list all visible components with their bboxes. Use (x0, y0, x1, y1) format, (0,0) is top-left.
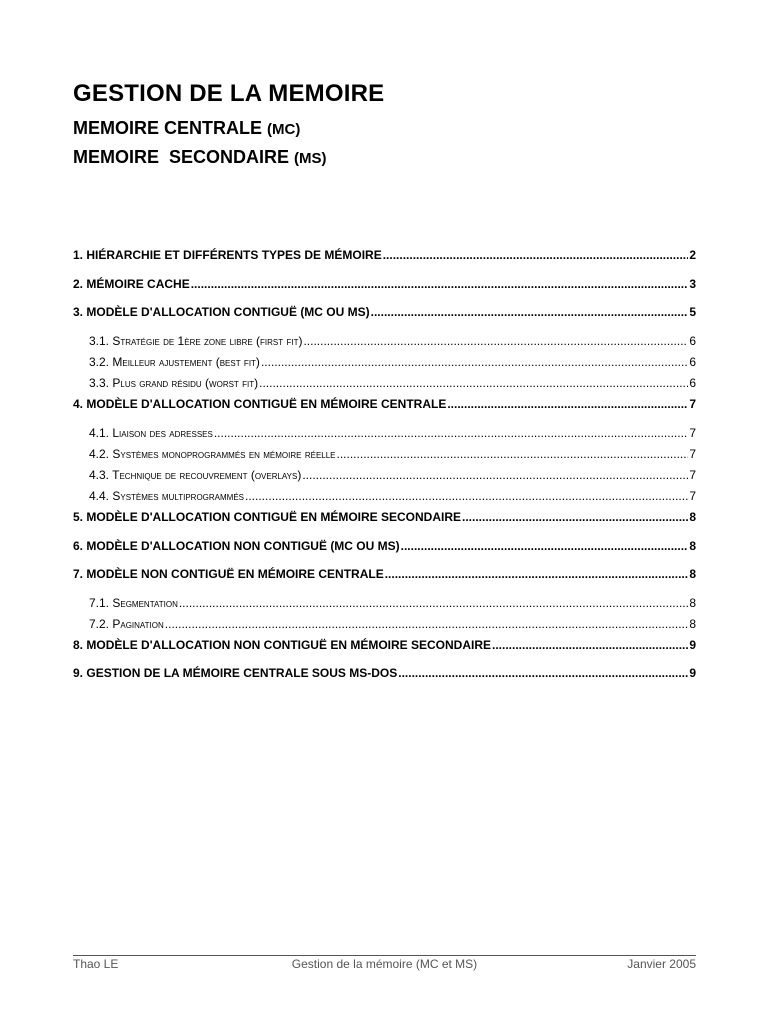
toc-entry-page-number: 6 (689, 334, 696, 348)
toc-entry[interactable] (73, 637, 696, 653)
toc-dot-leader (214, 425, 688, 441)
toc-entry[interactable] (73, 276, 696, 292)
toc-entry-page-number: 3 (689, 277, 696, 291)
toc-entry-page-number: 8 (689, 510, 696, 524)
toc-entry-label (73, 665, 397, 681)
footer-date: Janvier 2005 (627, 957, 696, 971)
toc-entry-number: 2. (73, 277, 84, 291)
toc-entry[interactable] (73, 595, 696, 611)
toc-entry-page-number: 9 (689, 638, 696, 652)
toc-dot-leader (191, 276, 689, 292)
subtitle-central-memory-text: MEMOIRE CENTRALE (73, 118, 262, 138)
toc-entry-page-number: 7 (689, 426, 696, 440)
toc-entry-text: Meilleur ajustement (best fit) (112, 355, 260, 369)
toc-entry-number: 8. (73, 638, 84, 652)
toc-entry-page-number: 8 (689, 596, 696, 610)
toc-entry-text: MODÈLE D'ALLOCATION NON CONTIGUË (MC OU MS) (86, 539, 400, 553)
toc-entry[interactable] (73, 247, 696, 263)
toc-entry-text: Segmentation (112, 596, 178, 610)
toc-entry-number: 4.1. (89, 426, 110, 440)
toc-entry-page-number: 2 (689, 248, 696, 262)
toc-entry-number: 9. (73, 666, 84, 680)
toc-entry[interactable] (73, 333, 696, 349)
toc-entry-text: GESTION DE LA MÉMOIRE CENTRALE SOUS MS-DOS (86, 666, 398, 680)
toc-entry-page-number: 7 (689, 447, 696, 461)
toc-entry[interactable] (73, 467, 696, 483)
toc-entry-label (89, 375, 258, 391)
subtitle-central-memory-abbr: (MC) (267, 121, 301, 138)
toc-entry-label (89, 467, 301, 483)
toc-entry-text: Pagination (112, 617, 164, 631)
toc-entry-page-number: 9 (689, 666, 696, 680)
toc-entry-text: MODÈLE D'ALLOCATION CONTIGUË (MC OU MS) (86, 305, 370, 319)
toc-entry-page-number: 6 (689, 355, 696, 369)
toc-entry-label (89, 446, 336, 462)
toc-entry[interactable] (73, 566, 696, 582)
toc-entry-number: 3. (73, 305, 84, 319)
page-footer (73, 957, 696, 973)
toc-entry-number: 4.4. (89, 489, 110, 503)
toc-entry-number: 4.3. (89, 468, 110, 482)
toc-entry-number: 3.3. (89, 376, 110, 390)
toc-entry[interactable] (73, 509, 696, 525)
toc-entry[interactable] (73, 488, 696, 504)
toc-entry-page-number: 8 (689, 617, 696, 631)
toc-entry-number: 4.2. (89, 447, 110, 461)
toc-entry[interactable] (73, 665, 696, 681)
subtitle-secondary-memory-abbr: (MS) (294, 150, 327, 167)
toc-dot-leader (337, 446, 689, 462)
page-title: GESTION DE LA MEMOIRE (73, 80, 385, 107)
toc-dot-leader (303, 333, 688, 349)
toc-entry-text: Technique de recouvrement (overlays) (112, 468, 302, 482)
toc-dot-leader (179, 595, 688, 611)
toc-entry-page-number: 5 (689, 305, 696, 319)
toc-entry-label (89, 595, 178, 611)
footer-doc-title: Gestion de la mémoire (MC et MS) (291, 957, 478, 971)
toc-entry[interactable] (73, 375, 696, 391)
footer-divider (73, 955, 696, 956)
toc-entry-label (73, 509, 461, 525)
toc-entry[interactable] (73, 446, 696, 462)
toc-entry-label (73, 637, 491, 653)
toc-entry-label (73, 276, 190, 292)
toc-entry-label (89, 333, 302, 349)
toc-entry-label (73, 396, 446, 412)
toc-entry-page-number: 6 (689, 376, 696, 390)
toc-dot-leader (261, 354, 688, 370)
toc-entry[interactable] (73, 304, 696, 320)
toc-entry-number: 5. (73, 510, 84, 524)
toc-entry-label (89, 425, 213, 441)
toc-entry[interactable] (73, 354, 696, 370)
toc-entry-number: 3.2. (89, 355, 110, 369)
toc-entry-label (73, 247, 382, 263)
toc-entry-page-number: 8 (689, 567, 696, 581)
toc-entry-text: MÉMOIRE CACHE (86, 277, 190, 291)
subtitle-secondary-memory-text: MEMOIRE SECONDAIRE (73, 147, 290, 167)
toc-dot-leader (302, 467, 688, 483)
toc-entry-label (89, 354, 260, 370)
toc-entry-number: 7.2. (89, 617, 110, 631)
toc-dot-leader (371, 304, 689, 320)
toc-entry-text: MODÈLE D'ALLOCATION CONTIGUË EN MÉMOIRE SECONDAIRE (86, 510, 461, 524)
toc-entry-text: Plus grand résidu (worst fit) (112, 376, 259, 390)
toc-dot-leader (259, 375, 688, 391)
toc-entry-text: Systèmes multiprogrammés (112, 489, 245, 503)
toc-entry[interactable] (73, 396, 696, 412)
table-of-contents (73, 0, 696, 1024)
toc-entry-label (73, 566, 384, 582)
toc-entry-number: 3.1. (89, 334, 110, 348)
toc-entry-page-number: 7 (689, 397, 696, 411)
toc-entry-text: MODÈLE D'ALLOCATION CONTIGUË EN MÉMOIRE CENTRALE (86, 397, 447, 411)
toc-entry-number: 7.1. (89, 596, 110, 610)
toc-dot-leader (398, 665, 688, 681)
toc-entry-label (89, 616, 164, 632)
toc-dot-leader (492, 637, 688, 653)
toc-dot-leader (462, 509, 688, 525)
toc-entry-page-number: 8 (689, 539, 696, 553)
toc-entry[interactable] (73, 538, 696, 554)
toc-entry[interactable] (73, 616, 696, 632)
toc-entry-label (89, 488, 244, 504)
toc-dot-leader (447, 396, 688, 412)
toc-entry-text: MODÈLE NON CONTIGUË EN MÉMOIRE CENTRALE (86, 567, 384, 581)
toc-entry-page-number: 7 (689, 489, 696, 503)
toc-entry-text: HIÉRARCHIE ET DIFFÉRENTS TYPES DE MÉMOIRE (86, 248, 382, 262)
toc-entry-page-number: 7 (689, 468, 696, 482)
toc-entry[interactable] (73, 425, 696, 441)
toc-dot-leader (165, 616, 689, 632)
toc-dot-leader (245, 488, 688, 504)
toc-entry-number: 1. (73, 248, 84, 262)
toc-entry-label (73, 538, 400, 554)
footer-author: Thao LE (73, 957, 119, 971)
toc-entry-number: 6. (73, 539, 84, 553)
toc-entry-text: Liaison des adresses (112, 426, 213, 440)
toc-entry-label (73, 304, 370, 320)
toc-entry-text: Stratégie de 1ère zone libre (first fit) (112, 334, 303, 348)
toc-dot-leader (385, 566, 689, 582)
toc-entry-number: 4. (73, 397, 84, 411)
toc-entry-text: Systèmes monoprogrammés en mémoire réelle (112, 447, 336, 461)
toc-entry-text: MODÈLE D'ALLOCATION NON CONTIGUË EN MÉMOIRE SECONDAIRE (86, 638, 491, 652)
toc-dot-leader (401, 538, 689, 554)
toc-entry-number: 7. (73, 567, 84, 581)
toc-dot-leader (383, 247, 689, 263)
